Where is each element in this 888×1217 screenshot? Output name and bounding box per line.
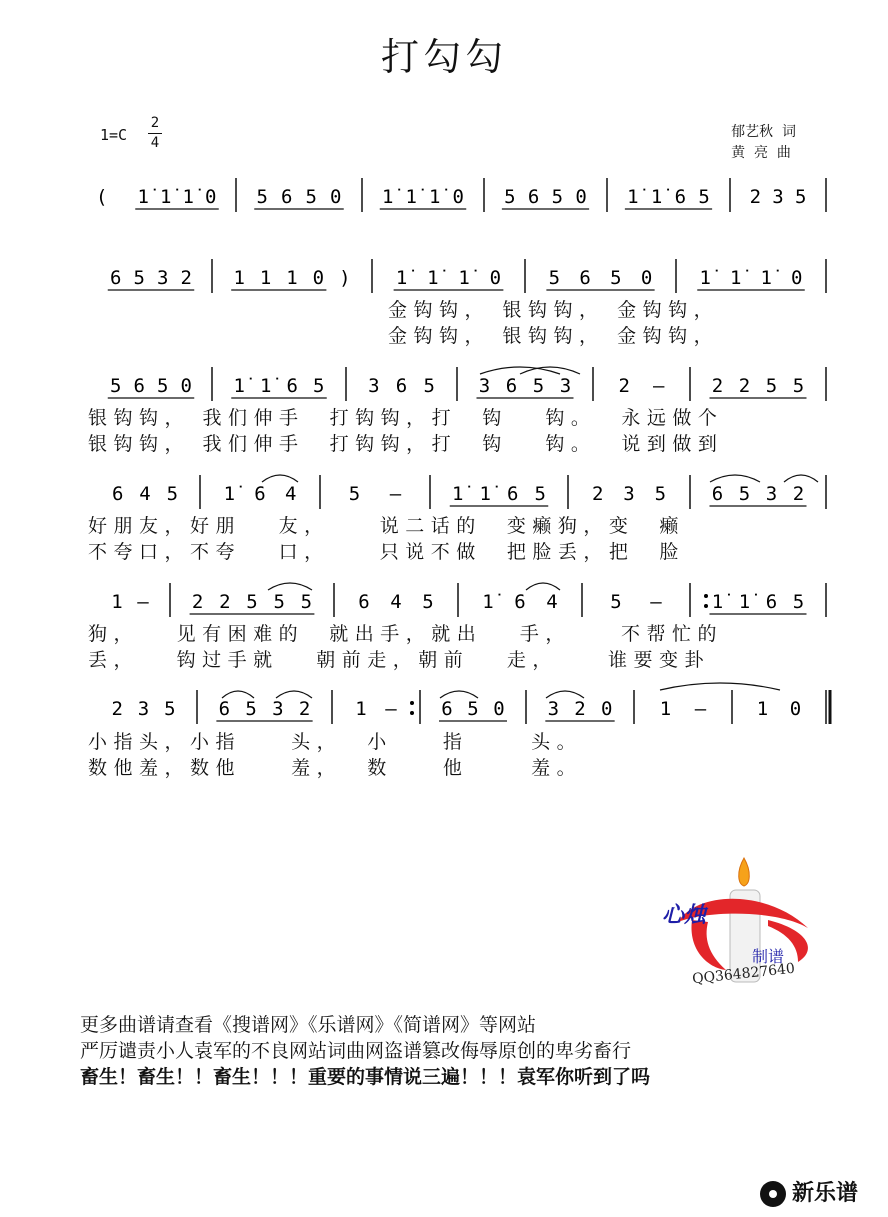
note: 5 <box>164 698 176 720</box>
note: 5 <box>110 375 122 397</box>
note: 5 <box>548 267 561 289</box>
note: 0 <box>452 186 464 208</box>
lyric-line: 数他羞，数他 羞， 数 他 羞。 <box>88 757 583 779</box>
note: 1̇ <box>427 267 439 289</box>
time-signature-bottom: 4 <box>148 133 162 153</box>
note: 2 <box>711 375 724 397</box>
stamp-text: 心烛 <box>662 903 707 928</box>
note: 0 <box>640 267 653 289</box>
note: 5 <box>133 267 145 289</box>
note: 5 <box>794 186 807 208</box>
note: 1 <box>111 591 123 613</box>
note: 2 <box>191 591 204 613</box>
note: 1̇ <box>395 267 408 289</box>
stamp-qq: QQ364827640 <box>691 960 796 988</box>
composer: 黄 亮 曲 <box>731 145 791 161</box>
note: 5 <box>738 483 751 505</box>
logo-text: 新乐谱 <box>792 1181 859 1206</box>
note: – <box>385 698 397 720</box>
note: 1̇ <box>429 186 441 208</box>
note: 1̇ <box>452 483 464 505</box>
note: 6 <box>254 483 266 505</box>
note: 1 <box>286 267 298 289</box>
note: 1̇ <box>137 186 149 208</box>
note: 5 <box>313 375 325 397</box>
note: 3 <box>765 483 778 505</box>
footer-line: 畜生！畜生！！畜生！！！重要的事情说三遍！！！袁军你听到了吗 <box>80 1066 651 1088</box>
note: 5 <box>246 591 258 613</box>
note: 5 <box>610 591 622 613</box>
note: 1 <box>259 267 272 289</box>
note: 5 <box>532 375 545 397</box>
note: 6 <box>111 483 124 505</box>
note: 5 <box>610 267 622 289</box>
slur <box>440 691 478 698</box>
note: 1̇ <box>233 375 245 397</box>
note: 6 <box>505 375 518 397</box>
note: 5 <box>273 591 285 613</box>
repeat-dot <box>704 604 708 608</box>
lyric-line: 小指头，小指 头， 小 指 头。 <box>88 731 583 753</box>
note: 6 <box>527 186 540 208</box>
time-signature-top: 2 <box>150 115 160 131</box>
note: 1 <box>355 698 367 720</box>
note: 3 <box>368 375 380 397</box>
repeat-dot <box>410 711 414 715</box>
note: 1̇ <box>730 267 742 289</box>
key-signature: 1=C <box>100 126 128 144</box>
paren: ( <box>96 186 108 208</box>
note: 2 <box>618 375 630 397</box>
note: 2 <box>111 698 123 720</box>
lyric-line: 银钩钩， 我们伸手 打钩钩，打 钩 钩。 永远做个 <box>88 407 724 429</box>
note: 5 <box>765 375 778 397</box>
note: 3 <box>478 375 491 397</box>
note: 1̇ <box>699 267 711 289</box>
note: 1 <box>659 698 672 720</box>
lyric-line: 不夸口，不夸 口， 只说不做 把脸丢，把 脸 <box>88 541 685 563</box>
note: 3 <box>137 698 150 720</box>
note: 1 <box>756 698 769 720</box>
note: 6 <box>674 186 687 208</box>
note: 2 <box>219 591 231 613</box>
note: 6 <box>133 375 145 397</box>
note: 0 <box>600 698 613 720</box>
note: 2 <box>738 375 751 397</box>
note: 0 <box>180 375 192 397</box>
note: 3 <box>157 267 169 289</box>
note: – <box>694 698 707 720</box>
note: 3 <box>623 483 635 505</box>
note: – <box>137 591 149 613</box>
slur <box>784 475 818 482</box>
note: 1̇ <box>405 186 417 208</box>
note: 5 <box>467 698 479 720</box>
note: 5 <box>504 186 516 208</box>
lyric-line: 金钩钩， 银钩钩， 金钩钩， <box>388 325 720 347</box>
note: 1̇ <box>760 267 772 289</box>
note: 6 <box>358 591 370 613</box>
note: 6 <box>441 698 453 720</box>
note: 2 <box>591 483 604 505</box>
note: 0 <box>493 698 505 720</box>
note: 2 <box>298 698 311 720</box>
slur <box>480 367 560 374</box>
note: 5 <box>256 186 268 208</box>
note: 0 <box>791 267 803 289</box>
note: 5 <box>305 186 317 208</box>
note: 5 <box>245 698 257 720</box>
note: 3 <box>559 375 572 397</box>
lyricist: 郁艺秋 词 <box>731 124 796 140</box>
note: 1̇ <box>223 483 236 505</box>
lyric-line: 狗， 见有困难的 就出手，就出 手， 不帮忙的 <box>88 623 723 645</box>
note: 1 <box>233 267 245 289</box>
note: 6 <box>507 483 519 505</box>
note: 4 <box>546 591 558 613</box>
note: 0 <box>205 186 217 208</box>
slur <box>526 583 560 590</box>
note: 1̇ <box>711 591 724 613</box>
note: 3 <box>272 698 284 720</box>
note: 1̇ <box>627 186 639 208</box>
footer-notes <box>80 1012 650 1090</box>
note: 5 <box>422 591 434 613</box>
note: 1̇ <box>482 591 494 613</box>
slur <box>276 691 312 698</box>
record-icon <box>760 1181 786 1207</box>
note: 6 <box>281 186 293 208</box>
note: 1̇ <box>738 591 751 613</box>
note: 5 <box>792 375 805 397</box>
note: 1̇ <box>260 375 272 397</box>
note: 5 <box>166 483 179 505</box>
lyric-line: 金钩钩， 银钩钩， 金钩钩， <box>388 299 720 321</box>
site-logo <box>760 1176 858 1207</box>
note: 5 <box>698 186 710 208</box>
note: 6 <box>286 375 298 397</box>
note: 6 <box>395 375 408 397</box>
note: 6 <box>579 267 591 289</box>
note: 5 <box>534 483 546 505</box>
lyric-line: 好朋友，好朋 友， 说二话的 变癞狗，变 癞 <box>88 515 685 537</box>
note: 4 <box>390 591 402 613</box>
note: 5 <box>423 375 435 397</box>
footer-line: 严厉谴责小人袁军的不良网站词曲网盗谱篡改侮辱原创的卑劣畜行 <box>80 1040 632 1062</box>
note: 2 <box>180 267 192 289</box>
note: 0 <box>489 267 502 289</box>
note: 0 <box>330 186 342 208</box>
song-title: 打勾勾 <box>380 35 507 79</box>
note: 3 <box>772 186 784 208</box>
note: 0 <box>575 186 587 208</box>
note: 1̇ <box>650 186 663 208</box>
slur <box>222 691 254 698</box>
note: 6 <box>110 267 122 289</box>
repeat-dot <box>704 594 708 598</box>
note: 0 <box>312 267 325 289</box>
note: 2 <box>574 698 586 720</box>
note: 5 <box>300 591 313 613</box>
stamp-text: 制谱 <box>752 947 785 966</box>
footer-line: 更多曲谱请查看《搜谱网》《乐谱网》《简谱网》等网站 <box>80 1014 537 1036</box>
note: 1̇ <box>382 186 394 208</box>
note: 6 <box>711 483 724 505</box>
note: – <box>650 591 662 613</box>
note: 5 <box>157 375 169 397</box>
note: 1̇ <box>479 483 491 505</box>
repeat-dot <box>410 701 414 705</box>
lyric-line: 丢， 钩过手就 朝前走，朝前 走， 谁要变卦 <box>88 649 711 671</box>
note: 3 <box>547 698 560 720</box>
note: 4 <box>284 483 297 505</box>
note: 1̇ <box>458 267 470 289</box>
note: 2 <box>749 186 762 208</box>
note: 6 <box>514 591 526 613</box>
note: 4 <box>139 483 151 505</box>
note: 5 <box>551 186 564 208</box>
note: 6 <box>218 698 231 720</box>
note: – <box>653 375 665 397</box>
note: 2 <box>792 483 805 505</box>
slur <box>262 475 298 482</box>
note: 5 <box>348 483 361 505</box>
slur <box>268 583 312 590</box>
slur <box>710 475 760 482</box>
note: 5 <box>654 483 667 505</box>
note: – <box>389 483 402 505</box>
slur <box>546 691 584 698</box>
note: ) <box>339 267 351 289</box>
note: 1̇ <box>182 186 194 208</box>
note: 6 <box>765 591 778 613</box>
note: 0 <box>789 698 802 720</box>
note: 5 <box>792 591 805 613</box>
note: 1̇ <box>160 186 172 208</box>
slur <box>660 683 780 690</box>
lyric-line: 银钩钩， 我们伸手 打钩钩，打 钩 钩。 说到做到 <box>88 433 724 455</box>
